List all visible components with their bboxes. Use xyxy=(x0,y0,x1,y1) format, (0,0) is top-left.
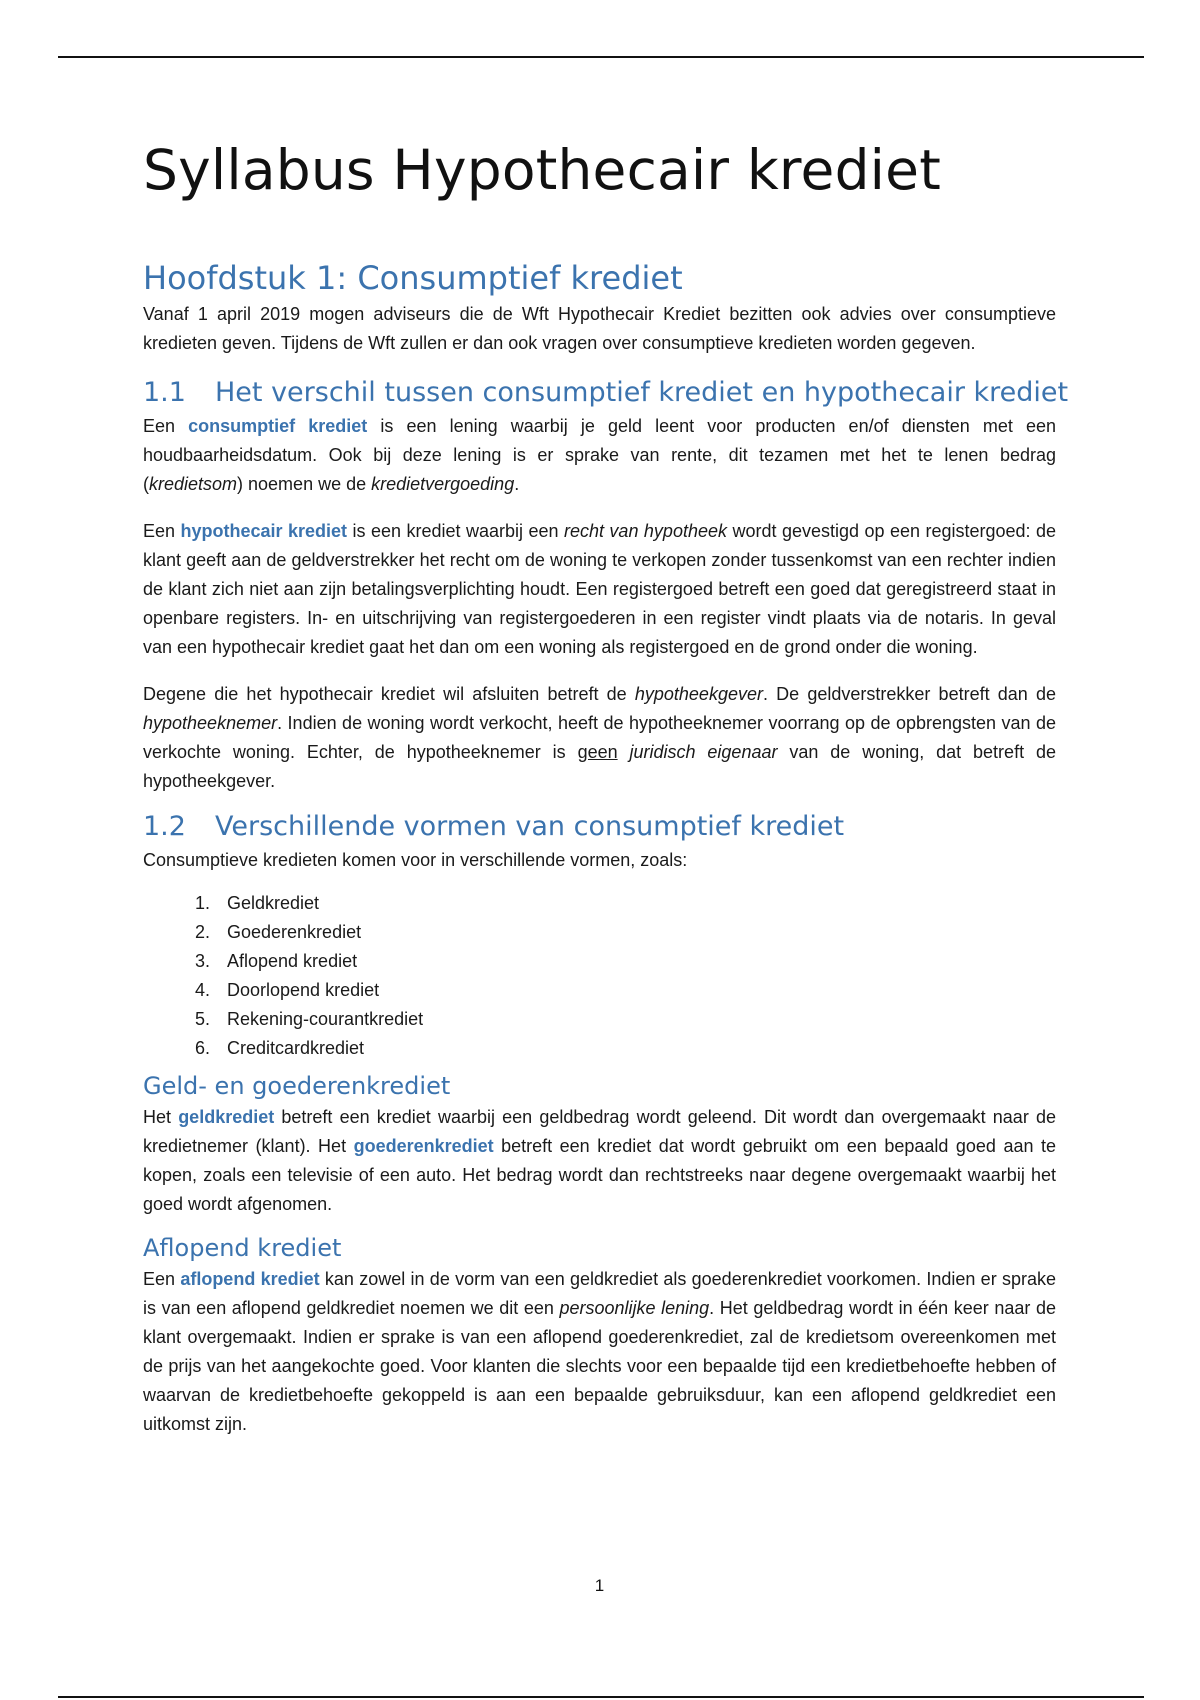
paragraph-hypotheekgever: Degene die het hypothecair krediet wil afsluiten betreft de hypotheekgever. De geldverstrekker betreft dan de hypotheeknemer. Indien de woning wordt verkocht, heeft de hypotheeknemer voorrang op de opbrengsten van de verkochte woning. Echter, de hypotheeknemer is geen juridisch eigenaar van de woning, dat betreft de hypotheekgever. xyxy=(143,684,1056,791)
list-item: 1. Geldkrediet xyxy=(215,889,1056,918)
section-number: 1.2 xyxy=(143,811,186,842)
section-1-2-heading xyxy=(143,810,1056,844)
chapter-heading: Hoofdstuk 1: Consumptief krediet xyxy=(143,259,683,297)
document-body xyxy=(143,258,1069,1457)
page-number: 1 xyxy=(594,1576,605,1595)
document-title: Syllabus Hypothecair krediet xyxy=(143,138,941,202)
keyword-aflopend-krediet: aflopend krediet xyxy=(180,1269,320,1289)
header-rule xyxy=(58,56,1144,58)
paragraph-aflopend-krediet: Een aflopend krediet kan zowel in de vorm van een geldkrediet als goederenkrediet voorkomen. Indien er sprake is van een aflopend geldkrediet noemen we dit een persoonlijke lening. Het geldbedrag wordt in één keer naar de klant overgemaakt. Indien er sprake is van een aflopend goederenkrediet, zal de kredietsom overeenkomen met de prijs van het aangekochte goed. Voor klanten die slechts voor een bepaalde tijd een kredietbehoefte hebben of waarvan de kredietbehoefte gekoppeld is aan een bepaalde gebruiksduur, kan een aflopend geldkrediet een uitkomst zijn. xyxy=(143,1269,1056,1434)
chapter-intro: Vanaf 1 april 2019 mogen adviseurs die de Wft Hypothecair Krediet bezitten ook advies over consumptieve kredieten geven. Tijdens de Wft zullen er dan ook vragen over consumptieve kredieten worden gegeven. xyxy=(143,304,1056,353)
paragraph-geld-goederenkrediet: Het geldkrediet betreft een krediet waarbij een geldbedrag wordt geleend. Dit wordt dan overgemaakt naar de kredietnemer (klant). Het goederenkrediet betreft een krediet dat wordt gebruikt om een bepaald goed aan te kopen, zoals een televisie of een auto. Het bedrag wordt dan rechtstreeks naar degene overgemaakt waarbij het goed wordt afgenomen. xyxy=(143,1107,1057,1214)
keyword-goederenkrediet: goederenkrediet xyxy=(353,1136,494,1156)
section-1-1-heading xyxy=(143,376,1069,410)
subheading-geld-goederenkrediet: Geld- en goederenkrediet xyxy=(143,1072,451,1100)
paragraph-consumptief: Een consumptief krediet is een lening waarbij je geld leent voor producten en/of diensten met een houdbaarheidsdatum. Ook bij deze lening is er sprake van rente, dit tezamen met het te lenen bedrag (kredietsom) noemen we de kredietvergoeding. xyxy=(143,416,1056,494)
section-title: Het verschil tussen consumptief krediet en hypothecair krediet xyxy=(215,377,1069,408)
subheading-aflopend-krediet: Aflopend krediet xyxy=(143,1234,342,1262)
footer-rule xyxy=(58,1696,1144,1698)
list-item: 2. Goederenkrediet xyxy=(215,918,1056,947)
section-number: 1.1 xyxy=(143,377,186,408)
list-item: 6. Creditcardkrediet xyxy=(215,1034,1056,1063)
keyword-geldkrediet: geldkrediet xyxy=(178,1107,275,1127)
paragraph-hypothecair: Een hypothecair krediet is een krediet waarbij een recht van hypotheek wordt gevestigd op een registergoed: de klant geeft aan de geldverstrekker het recht om de woning te verkopen zonder tussenkomst van een rechter indien de klant zich niet aan zijn betalingsverplichting houdt. Een registergoed betreft een goed dat geregistreerd staat in openbare registers. In- en uitschrijving van registergoederen in een register vindt plaats via de notaris. In geval van een hypothecair krediet gaat het dan om een woning als registergoed en de grond onder die woning. xyxy=(143,521,1057,657)
section-1-2-intro: Consumptieve kredieten komen voor in verschillende vormen, zoals: xyxy=(143,850,688,870)
credit-forms-list xyxy=(143,889,1056,1063)
list-item: 5. Rekening-courantkrediet xyxy=(215,1005,1056,1034)
keyword-hypothecair-krediet: hypothecair krediet xyxy=(180,521,348,541)
list-item: 4. Doorlopend krediet xyxy=(215,976,1056,1005)
section-title: Verschillende vormen van consumptief krediet xyxy=(215,811,845,842)
keyword-consumptief-krediet: consumptief krediet xyxy=(188,416,368,436)
list-item: 3. Aflopend krediet xyxy=(215,947,1056,976)
